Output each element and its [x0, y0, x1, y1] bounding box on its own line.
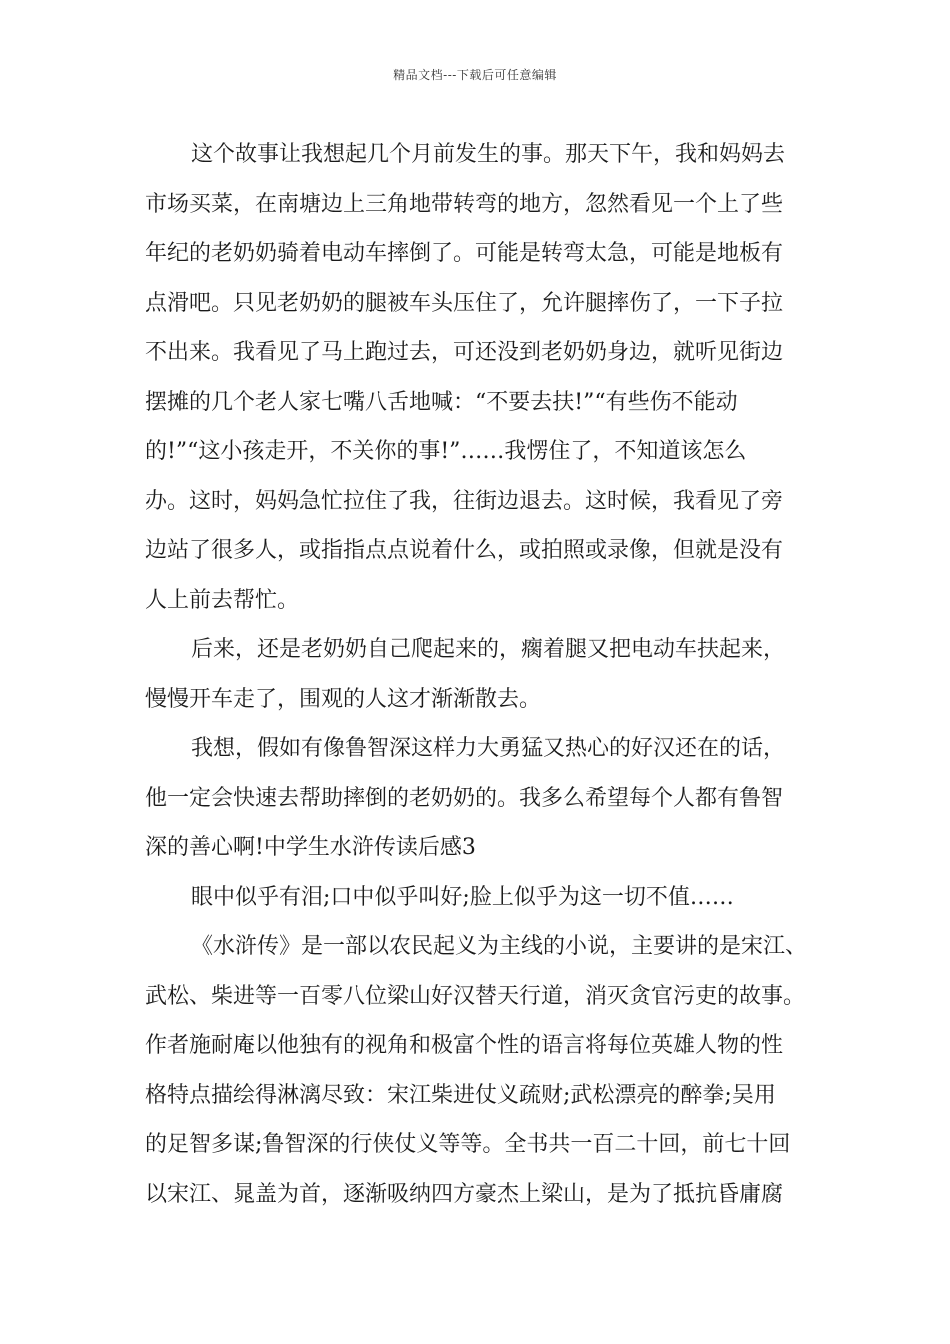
text-line: 武松、柴进等一百零八位梁山好汉替天行道，消灭贪官污吏的故事。 [145, 983, 806, 1009]
page-header: 精品文档---下载后可任意编辑 [393, 68, 557, 82]
text-line: 我想，假如有像鲁智深这样力大勇猛又热心的好汉还在的话， [191, 736, 786, 761]
text-line: 年纪的老奶奶骑着电动车摔倒了。可能是转弯太急，可能是地板有 [145, 241, 784, 266]
text-line: 慢慢开车走了，围观的人这才渐渐散去。 [145, 686, 542, 712]
text-line: 边站了很多人，或指指点点说着什么，或拍照或录像，但就是没有 [145, 538, 784, 563]
text-line: 点滑吧。只见老奶奶的腿被车头压住了，允许腿摔伤了，一下子拉 [145, 290, 784, 316]
text-line: 的足智多谋;鲁智深的行侠仗义等等。全书共一百二十回，前七十回 [145, 1132, 791, 1157]
text-line: 以宋江、晁盖为首，逐渐吸纳四方豪杰上梁山，是为了抵抗昏庸腐 [145, 1181, 784, 1207]
text-line: 办。这时，妈妈急忙拉住了我，往街边退去。这时候，我看见了旁 [145, 488, 784, 514]
text-line: 眼中似乎有泪;口中似乎叫好;脸上似乎为这一切不值…… [191, 884, 734, 910]
text-line: 格特点描绘得淋漓尽致：宋江柴进仗义疏财;武松漂亮的醉拳;吴用 [145, 1082, 776, 1108]
text-line: 深的善心啊!中学生水浒传读后感3 [145, 835, 476, 860]
text-line: 这个故事让我想起几个月前发生的事。那天下午，我和妈妈去 [191, 142, 786, 167]
text-line: 他一定会快速去帮助摔倒的老奶奶的。我多么希望每个人都有鲁智 [145, 785, 784, 811]
text-line: 摆摊的几个老人家七嘴八舌地喊：“不要去扶!”“有些伤不能动 [145, 389, 738, 415]
text-line: 不出来。我看见了马上跑过去，可还没到老奶奶身边，就听见街边 [145, 340, 784, 365]
text-line: 市场买菜，在南塘边上三角地带转弯的地方，忽然看见一个上了些 [145, 191, 784, 217]
body-text [145, 130, 825, 1219]
text-line: 《水浒传》是一部以农民起义为主线的小说，主要讲的是宋江、 [191, 934, 808, 959]
text-line: 的!”“这小孩走开，不关你的事!”……我愣住了，不知道该怎么 [145, 439, 747, 464]
text-line: 人上前去帮忙。 [145, 587, 300, 613]
text-line: 作者施耐庵以他独有的视角和极富个性的语言将每位英雄人物的性 [145, 1033, 784, 1058]
text-line: 后来，还是老奶奶自己爬起来的，瘸着腿又把电动车扶起来， [191, 637, 786, 662]
